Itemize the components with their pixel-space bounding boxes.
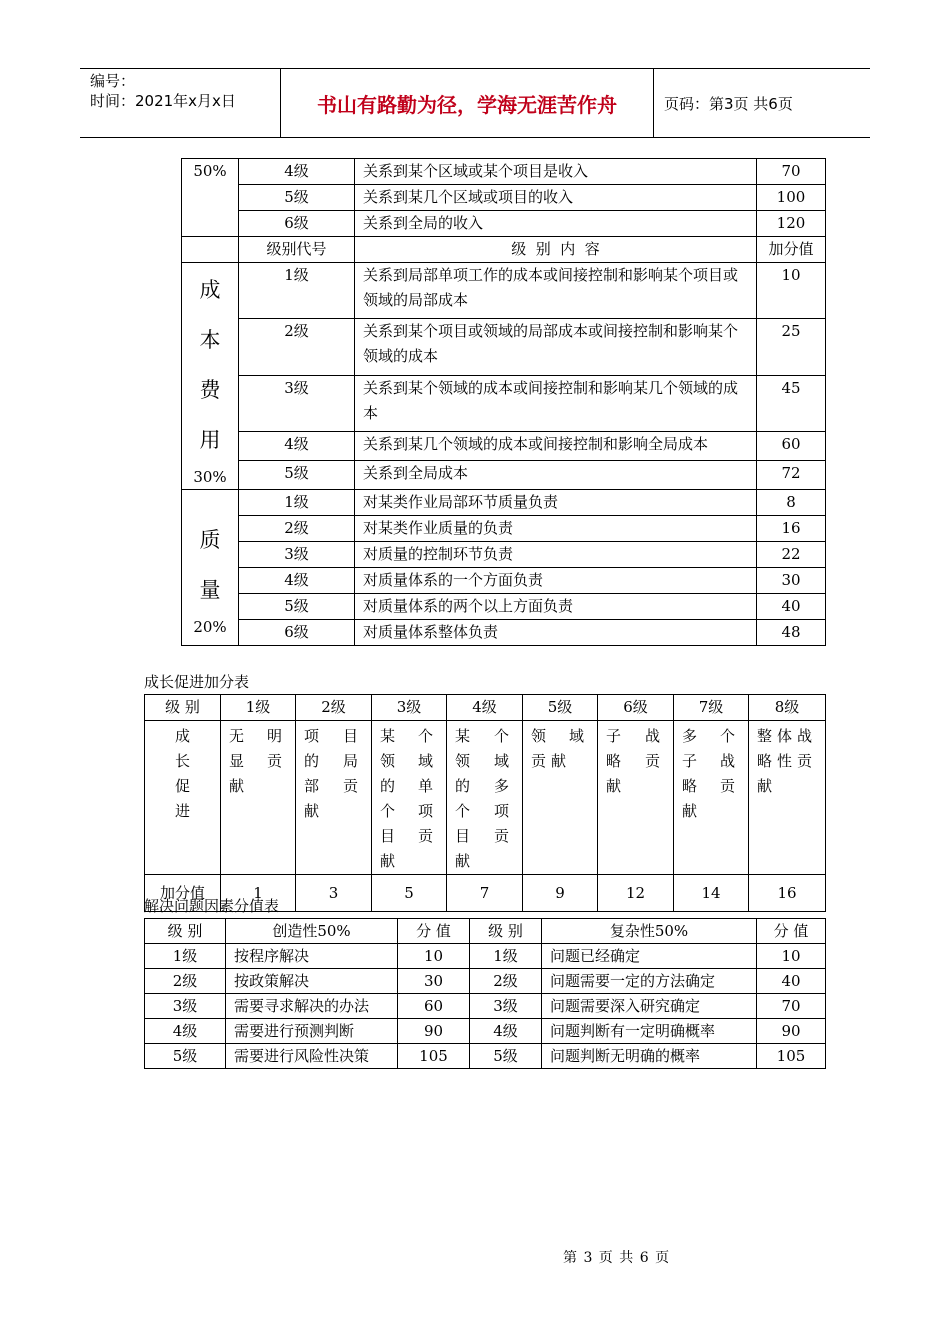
level-code: 4级 [239,432,355,461]
table-row [182,211,826,237]
score-label: 加分值 [145,875,221,912]
level-content: 关系到某几个领域的成本或间接控制和影响全局成本 [355,432,757,461]
header-score: 加分值 [757,237,826,263]
header-level-code: 级别代号 [239,237,355,263]
complexity-desc: 问题已经确定 [542,944,757,969]
level-code: 4级 [239,159,355,185]
table-row [182,620,826,646]
score: 70 [757,994,826,1019]
revenue-section-label: 50% [182,159,239,237]
section-char: 本 [199,328,221,352]
level-score: 16 [757,516,826,542]
level-code: 5级 [239,461,355,490]
level-content: 对质量体系的两个以上方面负责 [355,594,757,620]
level: 5级 [145,1044,226,1069]
growth-score: 5 [372,875,447,912]
table-row [145,969,826,994]
complexity-desc: 问题判断有一定明确概率 [542,1019,757,1044]
document-number-label: 编号： [90,72,136,90]
section-percent: 30% [193,468,227,486]
level-header: 3级 [372,695,447,721]
page-footer: 第 3 页 共 6 页 [563,1250,671,1266]
growth-score: 1 [221,875,296,912]
section-char: 用 [199,428,221,452]
table-row [182,516,826,542]
level-code: 3级 [239,542,355,568]
header-level: 级 别 [145,919,226,944]
level-score: 8 [757,490,826,516]
level-content: 关系到某几个区域或项目的收入 [355,185,757,211]
level-header: 8级 [749,695,826,721]
level-header: 7级 [674,695,749,721]
level-header: 5级 [523,695,598,721]
growth-score-table [144,694,826,912]
header-motto: 书山有路勤为径，学海无涯苦作舟 [281,69,654,137]
growth-description: 整体战略性贡献 [749,721,826,875]
growth-score: 14 [674,875,749,912]
level-score: 40 [757,594,826,620]
header-complexity: 复杂性50% [542,919,757,944]
header-meta [80,69,281,137]
level: 5级 [470,1044,542,1069]
creativity-desc: 需要进行预测判断 [226,1019,398,1044]
level-score: 10 [757,263,826,319]
level: 2级 [470,969,542,994]
level-code: 6级 [239,620,355,646]
level-code: 1级 [239,490,355,516]
growth-description: 项目的局部贡献 [296,721,372,875]
table-row [182,594,826,620]
level: 2级 [145,969,226,994]
score: 30 [398,969,470,994]
level-score: 60 [757,432,826,461]
section-char: 质 [199,528,221,552]
growth-table-caption: 成长促进加分表 [144,673,250,691]
table-row [182,263,826,319]
page-header [80,68,870,138]
table-row [145,1044,826,1069]
level-score: 72 [757,461,826,490]
level-header: 2级 [296,695,372,721]
table-row [182,490,826,516]
table-header-row [145,695,826,721]
score: 10 [398,944,470,969]
table-row [145,1019,826,1044]
problem-solving-table [144,918,826,1069]
level-content: 对某类作业质量的负责 [355,516,757,542]
level-content: 关系到某个领域的成本或间接控制和影响某几个领域的成本 [355,375,757,431]
table-row [182,159,826,185]
growth-score: 12 [598,875,674,912]
complexity-desc: 问题判断无明确的概率 [542,1044,757,1069]
factor-score-table [181,158,826,646]
section-percent: 20% [193,618,227,636]
level-content: 关系到局部单项工作的成本或间接控制和影响某个项目或领域的局部成本 [355,263,757,319]
level-code: 5级 [239,594,355,620]
table-header-row [145,919,826,944]
level-score: 70 [757,159,826,185]
level-content: 对质量体系的一个方面负责 [355,568,757,594]
table-row [182,185,826,211]
section-char: 成 [199,278,221,302]
score: 105 [757,1044,826,1069]
table-row [182,542,826,568]
table-header-row [182,237,826,263]
score: 90 [398,1019,470,1044]
growth-description: 某个领域的单个项目贡献 [372,721,447,875]
growth-description: 领域贡献 [523,721,598,875]
complexity-desc: 问题需要深入研究确定 [542,994,757,1019]
level-score: 22 [757,542,826,568]
level-label: 级 别 [145,695,221,721]
level-code: 2级 [239,516,355,542]
score: 60 [398,994,470,1019]
header-score: 分 值 [398,919,470,944]
score: 105 [398,1044,470,1069]
level-content: 对某类作业局部环节质量负责 [355,490,757,516]
empty-cell [182,237,239,263]
document-time: 时间：2021年x月x日 [90,92,236,110]
row-label-char: 促 [174,777,190,795]
header-creativity: 创造性50% [226,919,398,944]
table-row [145,994,826,1019]
level-code: 5级 [239,185,355,211]
section-char: 费 [199,378,221,402]
level-score: 100 [757,185,826,211]
creativity-desc: 按政策解决 [226,969,398,994]
creativity-desc: 按程序解决 [226,944,398,969]
level: 1级 [145,944,226,969]
level-score: 48 [757,620,826,646]
level-content: 关系到全局成本 [355,461,757,490]
growth-score: 16 [749,875,826,912]
level-content: 对质量体系整体负责 [355,620,757,646]
level-content: 关系到某个区域或某个项目是收入 [355,159,757,185]
complexity-desc: 问题需要一定的方法确定 [542,969,757,994]
growth-score: 7 [447,875,523,912]
table-row [182,432,826,461]
growth-score: 3 [296,875,372,912]
level-content: 对质量的控制环节负责 [355,542,757,568]
level-score: 120 [757,211,826,237]
row-label-char: 进 [174,802,190,820]
section-char: 量 [199,578,221,602]
level-score: 25 [757,319,826,375]
quality-section-label [182,490,239,646]
level: 3级 [470,994,542,1019]
growth-score: 9 [523,875,598,912]
growth-description: 多个子战略贡献 [674,721,749,875]
score: 40 [757,969,826,994]
level-header: 4级 [447,695,523,721]
header-level: 级 别 [470,919,542,944]
level: 4级 [145,1019,226,1044]
table-row [182,568,826,594]
row-label-char: 成 [174,727,190,745]
header-level-content: 级 别 内 容 [355,237,757,263]
level-code: 3级 [239,375,355,431]
row-label-char: 长 [174,752,190,770]
table-row [145,721,826,875]
level-code: 4级 [239,568,355,594]
table-row [145,944,826,969]
cost-section-label [182,263,239,490]
level: 1级 [470,944,542,969]
creativity-desc: 需要进行风险性决策 [226,1044,398,1069]
creativity-desc: 需要寻求解决的办法 [226,994,398,1019]
level-content: 关系到某个项目或领域的局部成本或间接控制和影响某个领域的成本 [355,319,757,375]
level-score: 30 [757,568,826,594]
table-row [182,375,826,431]
growth-row-label [145,721,221,875]
growth-description: 子战略贡献 [598,721,674,875]
table-row [182,319,826,375]
score: 90 [757,1019,826,1044]
level-code: 2级 [239,319,355,375]
level-score: 45 [757,375,826,431]
header-page-info: 页码：第3页 共6页 [664,95,793,113]
level-content: 关系到全局的收入 [355,211,757,237]
growth-description: 某个领域的多个项目贡献 [447,721,523,875]
level-code: 1级 [239,263,355,319]
level: 4级 [470,1019,542,1044]
level-code: 6级 [239,211,355,237]
table-row [182,461,826,490]
level-header: 6级 [598,695,674,721]
level: 3级 [145,994,226,1019]
header-score: 分 值 [757,919,826,944]
problem-table-caption: 解决问题因素分值表 [144,897,280,915]
growth-description: 无明显贡献 [221,721,296,875]
level-header: 1级 [221,695,296,721]
score: 10 [757,944,826,969]
